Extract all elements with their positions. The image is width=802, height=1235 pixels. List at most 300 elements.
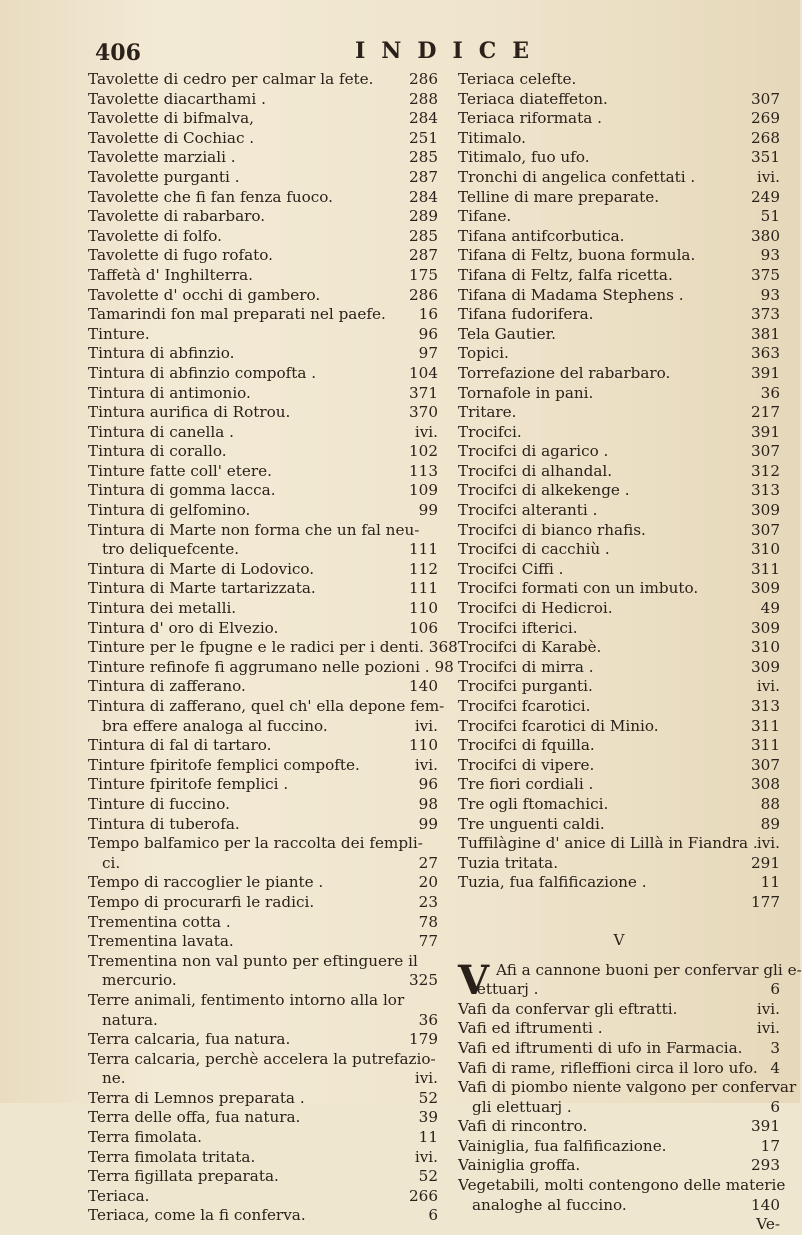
entry-text: Tempo di procurarfi le radici. xyxy=(88,892,315,911)
entry-text: Tifana di Feltz, falfa ricetta. xyxy=(458,265,673,284)
entry-page-number: 286 xyxy=(409,70,438,88)
index-entry xyxy=(88,1206,438,1226)
entry-text: Tempo balfamico per la raccolta dei fempli- xyxy=(88,834,423,853)
entry-text: Trocifci fcarotici. xyxy=(458,697,591,715)
entry-text: Trocifci di mirra . xyxy=(458,657,594,676)
index-entry xyxy=(88,1108,438,1128)
index-entry xyxy=(88,70,438,90)
index-entry xyxy=(88,913,438,933)
index-entry xyxy=(88,90,438,110)
entry-page-number: 52 xyxy=(418,1167,438,1186)
index-entry xyxy=(458,619,780,639)
entry-text: Trocifci di Hedicroi. xyxy=(458,599,613,618)
entry-text: Vegetabili, molti contengono delle materie xyxy=(458,1176,786,1195)
index-entry xyxy=(88,1089,438,1109)
entry-text: Tuzia, fua falfificazione . xyxy=(458,873,647,892)
entry-page-number: 89 xyxy=(760,814,780,833)
entry-page-number: 111 xyxy=(409,579,438,598)
section-letter-text: V xyxy=(613,930,625,949)
entry-page-number: 380 xyxy=(751,226,780,245)
index-entry xyxy=(458,305,780,325)
entry-text: Tavolette d' occhi di gambero. xyxy=(88,285,321,304)
entry-page-number: 307 xyxy=(751,442,780,461)
index-entry xyxy=(88,305,438,325)
index-entry xyxy=(88,736,438,756)
entry-page-number: 93 xyxy=(760,246,780,265)
entry-page-number: 311 xyxy=(751,716,780,735)
entry-page-number: 11 xyxy=(418,1128,438,1147)
entry-page-number: ivi. xyxy=(756,999,780,1018)
entry-text: ci. xyxy=(102,853,121,872)
entry-text: Terra fimolata tritata. xyxy=(88,1147,256,1166)
entry-page-number: 88 xyxy=(760,794,780,813)
entry-page-number: 309 xyxy=(751,579,780,598)
entry-text: Tifana di Feltz, buona formula. xyxy=(458,246,696,265)
index-entry xyxy=(458,1215,780,1235)
page-number: 406 xyxy=(95,40,141,66)
entry-text: Terra delle offa, fua natura. xyxy=(88,1108,301,1127)
entry-text: tro deliquefcente. xyxy=(102,540,240,559)
entry-page-number: 381 xyxy=(751,324,780,343)
entry-page-number: 78 xyxy=(418,912,438,931)
entry-text: Vainiglia, fua falfificazione. xyxy=(458,1136,667,1155)
index-entry xyxy=(458,540,780,560)
index-entry xyxy=(88,1148,438,1168)
entry-text: Tempo di raccoglier le piante . xyxy=(88,873,324,892)
index-entry xyxy=(88,579,438,599)
entry-page-number: 49 xyxy=(760,599,780,618)
entry-page-number: 111 xyxy=(409,540,438,559)
entry-text: Tuffilàgine d' anice di Lillà in Fiandra . xyxy=(458,834,758,853)
entry-text: Vafi di rincontro. xyxy=(458,1117,588,1136)
entry-text: Teriaca. xyxy=(88,1186,150,1205)
index-entry xyxy=(458,893,780,913)
entry-page-number: 6 xyxy=(428,1206,438,1225)
entry-text: lettuarj . xyxy=(472,980,539,999)
entry-page-number: 284 xyxy=(409,187,438,206)
index-entry xyxy=(458,1000,780,1020)
index-entry xyxy=(458,638,780,658)
entry-text: Trocifci ifterici. xyxy=(458,618,578,637)
entry-text: Tinture per le fpugne e le radici per i denti. 368 xyxy=(88,638,458,657)
entry-page-number: 269 xyxy=(751,109,780,128)
entry-page-number: 96 xyxy=(418,775,438,794)
index-entry xyxy=(88,717,438,737)
index-entry xyxy=(88,873,438,893)
entry-page-number: 313 xyxy=(751,697,780,715)
entry-text: Tinture fpiritofe femplici compofte. xyxy=(88,755,360,774)
entry-page-number: 310 xyxy=(751,540,780,559)
index-entry xyxy=(88,325,438,345)
entry-text: Tavolette di cedro per calmar la fete. xyxy=(88,70,374,88)
index-entry xyxy=(88,462,438,482)
entry-text: Tinture refinofe fi aggrumano nelle pozioni . 98 xyxy=(88,657,454,676)
index-entry xyxy=(458,462,780,482)
entry-text: Tintura di abfinzio compofta . xyxy=(88,363,317,382)
entry-page-number: 266 xyxy=(409,1186,438,1205)
index-entry xyxy=(458,1039,780,1059)
entry-page-number: 307 xyxy=(751,89,780,108)
entry-page-number: 293 xyxy=(751,1156,780,1175)
entry-text: Tintura di abfinzio. xyxy=(88,344,235,363)
index-entry xyxy=(458,873,780,893)
index-entry xyxy=(88,403,438,423)
entry-page-number: 363 xyxy=(751,344,780,363)
page-title: INDICE xyxy=(355,38,546,64)
entry-page-number: 177 xyxy=(751,892,780,911)
entry-page-number: ivi. xyxy=(756,167,780,186)
index-entry xyxy=(458,1196,780,1216)
entry-text: Tintura di zafferano. xyxy=(88,677,246,696)
index-entry xyxy=(88,657,454,678)
entry-text: Tre unguenti caldi. xyxy=(458,814,605,833)
drop-cap: V xyxy=(458,956,490,1004)
index-entry xyxy=(458,384,780,404)
index-entry xyxy=(458,775,780,795)
entry-text: Tintura di canella . xyxy=(88,422,234,441)
entry-page-number: ivi. xyxy=(414,755,438,774)
entry-text: analoghe al fuccino. xyxy=(472,1195,627,1214)
entry-text: Tre ogli ftomachici. xyxy=(458,794,609,813)
entry-page-number: 112 xyxy=(409,559,438,578)
index-entry xyxy=(88,1128,438,1148)
entry-text: Teriaca celefte. xyxy=(458,70,577,88)
index-entry xyxy=(458,717,780,737)
entry-page-number: 99 xyxy=(418,501,438,520)
index-entry xyxy=(458,109,780,129)
index-entry xyxy=(88,540,438,560)
entry-page-number: 98 xyxy=(418,794,438,813)
index-entry xyxy=(458,658,780,678)
entry-text: Topici. xyxy=(458,344,509,363)
entry-text: Trocifci di fquilla. xyxy=(458,736,595,755)
entry-text: gli elettuarj . xyxy=(472,1097,572,1116)
index-entry xyxy=(88,188,438,208)
entry-text: Tamarindi fon mal preparati nel paefe. xyxy=(88,305,386,324)
index-entry xyxy=(88,991,438,1011)
index-entry xyxy=(88,286,438,306)
entry-page-number: 251 xyxy=(409,128,438,147)
entry-page-number: 27 xyxy=(418,853,438,872)
left-column xyxy=(88,70,458,1226)
index-entry xyxy=(458,168,780,188)
index-entry xyxy=(458,325,780,345)
entry-text: Vafi ed iftrumenti . xyxy=(458,1019,603,1038)
index-entry xyxy=(458,854,780,874)
entry-text: Trocifci di vipere. xyxy=(458,755,595,774)
entry-page-number: 286 xyxy=(409,285,438,304)
entry-page-number: 285 xyxy=(409,148,438,167)
index-entry xyxy=(88,1069,438,1089)
entry-text: Teriaca, come la fi conferva. xyxy=(88,1206,306,1225)
entry-page-number: ivi. xyxy=(414,1147,438,1166)
entry-text: Tavolette di folfo. xyxy=(88,226,222,245)
entry-text: Tintura di zafferano, quel ch' ella depone fem- xyxy=(88,697,445,715)
entry-text: Tavolette di rabarbaro. xyxy=(88,207,266,226)
index-entry xyxy=(458,1059,780,1079)
entry-text: Trocifci alteranti . xyxy=(458,501,598,520)
index-entry xyxy=(458,1098,780,1118)
entry-page-number: 110 xyxy=(409,599,438,618)
index-entry xyxy=(88,521,438,541)
entry-text: Torrefazione del rabarbaro. xyxy=(458,363,671,382)
entry-text: Tre fiori cordiali . xyxy=(458,775,594,794)
index-entry xyxy=(458,980,780,1000)
entry-page-number: 109 xyxy=(409,481,438,500)
entry-page-number: 16 xyxy=(418,305,438,324)
index-entry xyxy=(88,893,438,913)
entry-text: Vafi di rame, rifleffioni circa il loro ufo. xyxy=(458,1058,758,1077)
entry-text: Afi a cannone buoni per confervar gli e- xyxy=(496,960,802,979)
entry-text: Trocifci Ciffi . xyxy=(458,559,564,578)
index-entry xyxy=(88,697,445,717)
page-header xyxy=(95,40,735,68)
entry-page-number: 102 xyxy=(409,442,438,461)
entry-page-number: 391 xyxy=(751,363,780,382)
entry-page-number: 312 xyxy=(751,461,780,480)
entry-text: Tifane. xyxy=(458,207,512,226)
section-v-entries xyxy=(458,956,802,1235)
entry-text: Tintura di gomma lacca. xyxy=(88,481,276,500)
index-entry xyxy=(88,384,438,404)
entry-page-number: 307 xyxy=(751,520,780,539)
index-entry xyxy=(88,168,438,188)
entry-text: Tinture. xyxy=(88,324,150,343)
entry-page-number: 99 xyxy=(418,814,438,833)
index-entry xyxy=(458,1156,780,1176)
entry-page-number: 289 xyxy=(409,207,438,226)
entry-page-number: 106 xyxy=(409,618,438,637)
entry-page-number: 52 xyxy=(418,1088,438,1107)
index-entry xyxy=(458,521,780,541)
index-entry xyxy=(88,756,438,776)
entry-page-number: 179 xyxy=(409,1030,438,1049)
entry-page-number: 4 xyxy=(770,1058,780,1077)
entry-text: Vainiglia groffa. xyxy=(458,1156,581,1175)
entry-page-number: 309 xyxy=(751,501,780,520)
index-entry xyxy=(88,207,438,227)
entry-page-number: ivi. xyxy=(414,716,438,735)
entry-page-number: 11 xyxy=(760,873,780,892)
entry-text: Tavolette che fi fan fenza fuoco. xyxy=(88,187,333,206)
entry-text: Tintura dei metalli. xyxy=(88,599,237,618)
entry-text: ne. xyxy=(102,1069,126,1088)
entry-page-number: 373 xyxy=(751,305,780,324)
index-entry xyxy=(458,795,780,815)
entry-page-number: 140 xyxy=(751,1195,780,1214)
index-entry xyxy=(88,677,438,697)
index-entry xyxy=(88,129,438,149)
index-entry xyxy=(88,560,438,580)
entry-text: Tavolette di Cochiac . xyxy=(88,128,255,147)
entry-text: Vafi da confervar gli eftratti. xyxy=(458,999,678,1018)
index-entry xyxy=(88,423,438,443)
entry-page-number: 17 xyxy=(760,1136,780,1155)
entry-page-number: 140 xyxy=(409,677,438,696)
entry-page-number: Ve- xyxy=(756,1215,780,1234)
entry-text: Tornafole in pani. xyxy=(458,383,594,402)
index-entry xyxy=(458,364,780,384)
index-entry xyxy=(88,481,438,501)
index-entry xyxy=(88,266,438,286)
index-entry xyxy=(458,129,780,149)
index-entry xyxy=(88,442,438,462)
index-entry xyxy=(88,364,438,384)
entry-text: Trocifci. xyxy=(458,422,522,441)
index-entry xyxy=(458,815,780,835)
entry-text: Tritare. xyxy=(458,403,517,422)
index-entry xyxy=(88,1050,438,1070)
entry-page-number: 308 xyxy=(751,775,780,794)
entry-page-number: 36 xyxy=(418,1010,438,1029)
entry-text: Trementina cotta . xyxy=(88,912,231,931)
index-entry xyxy=(458,1019,780,1039)
index-entry xyxy=(88,148,438,168)
entry-text: Terra calcaria, fua natura. xyxy=(88,1030,291,1049)
index-entry xyxy=(88,854,438,874)
index-entry xyxy=(88,1187,438,1207)
index-entry xyxy=(88,501,438,521)
entry-text: mercurio. xyxy=(102,971,177,990)
entry-page-number: ivi. xyxy=(756,677,780,696)
entry-page-number: 249 xyxy=(751,187,780,206)
entry-text: Trocifci fcarotici di Minio. xyxy=(458,716,659,735)
index-entry xyxy=(88,952,438,972)
entry-text: Tinture fatte coll' etere. xyxy=(88,461,272,480)
entry-text: Tintura di tuberofa. xyxy=(88,814,240,833)
entry-text: Vafi di piombo niente valgono per confervar xyxy=(458,1078,797,1097)
entry-page-number: 217 xyxy=(751,403,780,422)
entry-text: Titimalo. xyxy=(458,128,526,147)
index-entry xyxy=(458,1078,797,1098)
index-entry xyxy=(88,795,438,815)
index-entry xyxy=(458,90,780,110)
index-entry xyxy=(458,246,780,266)
entry-page-number: 310 xyxy=(751,638,780,657)
entry-text: Tavolette marziali . xyxy=(88,148,236,167)
index-entry xyxy=(88,932,438,952)
index-entry xyxy=(458,1117,780,1137)
index-entry xyxy=(458,697,780,717)
entry-text: Telline di mare preparate. xyxy=(458,187,660,206)
entry-text: Trocifci purganti. xyxy=(458,677,593,696)
entry-text: natura. xyxy=(102,1010,158,1029)
index-entry xyxy=(88,619,438,639)
entry-page-number: 268 xyxy=(751,128,780,147)
entry-text: bra effere analoga al fuccino. xyxy=(102,716,328,735)
entry-page-number: 309 xyxy=(751,657,780,676)
entry-text: Tintura di Marte di Lodovico. xyxy=(88,559,315,578)
entry-text: Titimalo, fuo ufo. xyxy=(458,148,590,167)
entry-text: Terra fimolata. xyxy=(88,1128,202,1147)
entry-text: Tuzia tritata. xyxy=(458,853,559,872)
entry-text: Trementina non val punto per eftinguere il xyxy=(88,951,418,970)
entry-text: Tela Gautier. xyxy=(458,324,557,343)
entry-page-number: 3 xyxy=(770,1038,780,1057)
entry-text: Tintura di Marte non forma che un fal neu- xyxy=(88,520,420,539)
index-entry xyxy=(458,481,780,501)
index-entry xyxy=(458,188,780,208)
entry-text: Tintura di antimonio. xyxy=(88,383,251,402)
entry-text: Teriaca riformata . xyxy=(458,109,602,128)
entry-page-number: 96 xyxy=(418,324,438,343)
index-entry xyxy=(458,266,780,286)
index-entry xyxy=(458,403,780,423)
entry-page-number: 351 xyxy=(751,148,780,167)
index-entry xyxy=(458,423,780,443)
index-entry xyxy=(458,599,780,619)
entry-page-number: ivi. xyxy=(414,422,438,441)
entry-page-number: 93 xyxy=(760,285,780,304)
index-entry xyxy=(458,227,780,247)
entry-page-number: 104 xyxy=(409,363,438,382)
index-entry xyxy=(88,227,438,247)
entry-page-number: 113 xyxy=(409,461,438,480)
entry-page-number: 285 xyxy=(409,226,438,245)
index-entry xyxy=(88,344,438,364)
index-entry xyxy=(88,638,458,658)
entry-page-number: 175 xyxy=(409,265,438,284)
entry-page-number: 287 xyxy=(409,246,438,265)
entry-text: Trocifci di agarico . xyxy=(458,442,609,461)
entry-text: Trocifci di alhandal. xyxy=(458,461,613,480)
index-entry xyxy=(458,286,780,306)
entry-text: Tifana antifcorbutica. xyxy=(458,226,625,245)
entry-page-number: 391 xyxy=(751,1117,780,1136)
index-entry xyxy=(458,677,780,697)
entry-page-number: 291 xyxy=(751,853,780,872)
entry-page-number: 6 xyxy=(770,1097,780,1116)
entry-page-number: ivi. xyxy=(756,834,780,853)
entry-page-number: ivi. xyxy=(414,1069,438,1088)
entry-text: Vafi ed iftrumenti di ufo in Farmacia. xyxy=(458,1038,743,1057)
entry-text: Tronchi di angelica confettati . xyxy=(458,167,696,186)
index-entry xyxy=(88,246,438,266)
entry-text: Teriaca diateffeton. xyxy=(458,89,608,108)
entry-text: Tinture fpiritofe femplici . xyxy=(88,775,289,794)
right-column xyxy=(458,70,802,1235)
entry-text: Trocifci di Karabè. xyxy=(458,638,602,657)
index-entry xyxy=(88,971,438,991)
entry-page-number: 284 xyxy=(409,109,438,128)
entry-text: Trocifci di bianco rhafis. xyxy=(458,520,646,539)
entry-text: Trocifci di cacchiù . xyxy=(458,540,610,559)
entry-page-number: ivi. xyxy=(756,1019,780,1038)
entry-page-number: 325 xyxy=(409,971,438,990)
index-entry xyxy=(458,579,780,599)
entry-text: Terra di Lemnos preparata . xyxy=(88,1088,305,1107)
index-entry xyxy=(88,1030,438,1050)
entry-text: Terra calcaria, perchè accelera la putrefazio- xyxy=(88,1049,436,1068)
entry-page-number: 6 xyxy=(770,980,780,999)
index-entry xyxy=(458,834,780,854)
entry-text: Tavolette di bifmalva, xyxy=(88,109,254,128)
index-entry xyxy=(458,1137,780,1157)
entry-page-number: 97 xyxy=(418,344,438,363)
entry-text: Tifana fudorifera. xyxy=(458,305,594,324)
entry-text: Terra figillata preparata. xyxy=(88,1167,279,1186)
entry-text: Tintura di fal di tartaro. xyxy=(88,736,272,755)
index-entry xyxy=(458,501,780,521)
entry-page-number: 309 xyxy=(751,618,780,637)
entry-text: Taffetà d' Inghilterra. xyxy=(88,265,253,284)
index-entry xyxy=(88,1011,438,1031)
index-entry xyxy=(458,207,780,227)
index-entry xyxy=(88,775,438,795)
section-letter xyxy=(458,913,780,951)
entry-text: Tavolette di fugo rofato. xyxy=(88,246,273,265)
entry-page-number: 20 xyxy=(418,873,438,892)
